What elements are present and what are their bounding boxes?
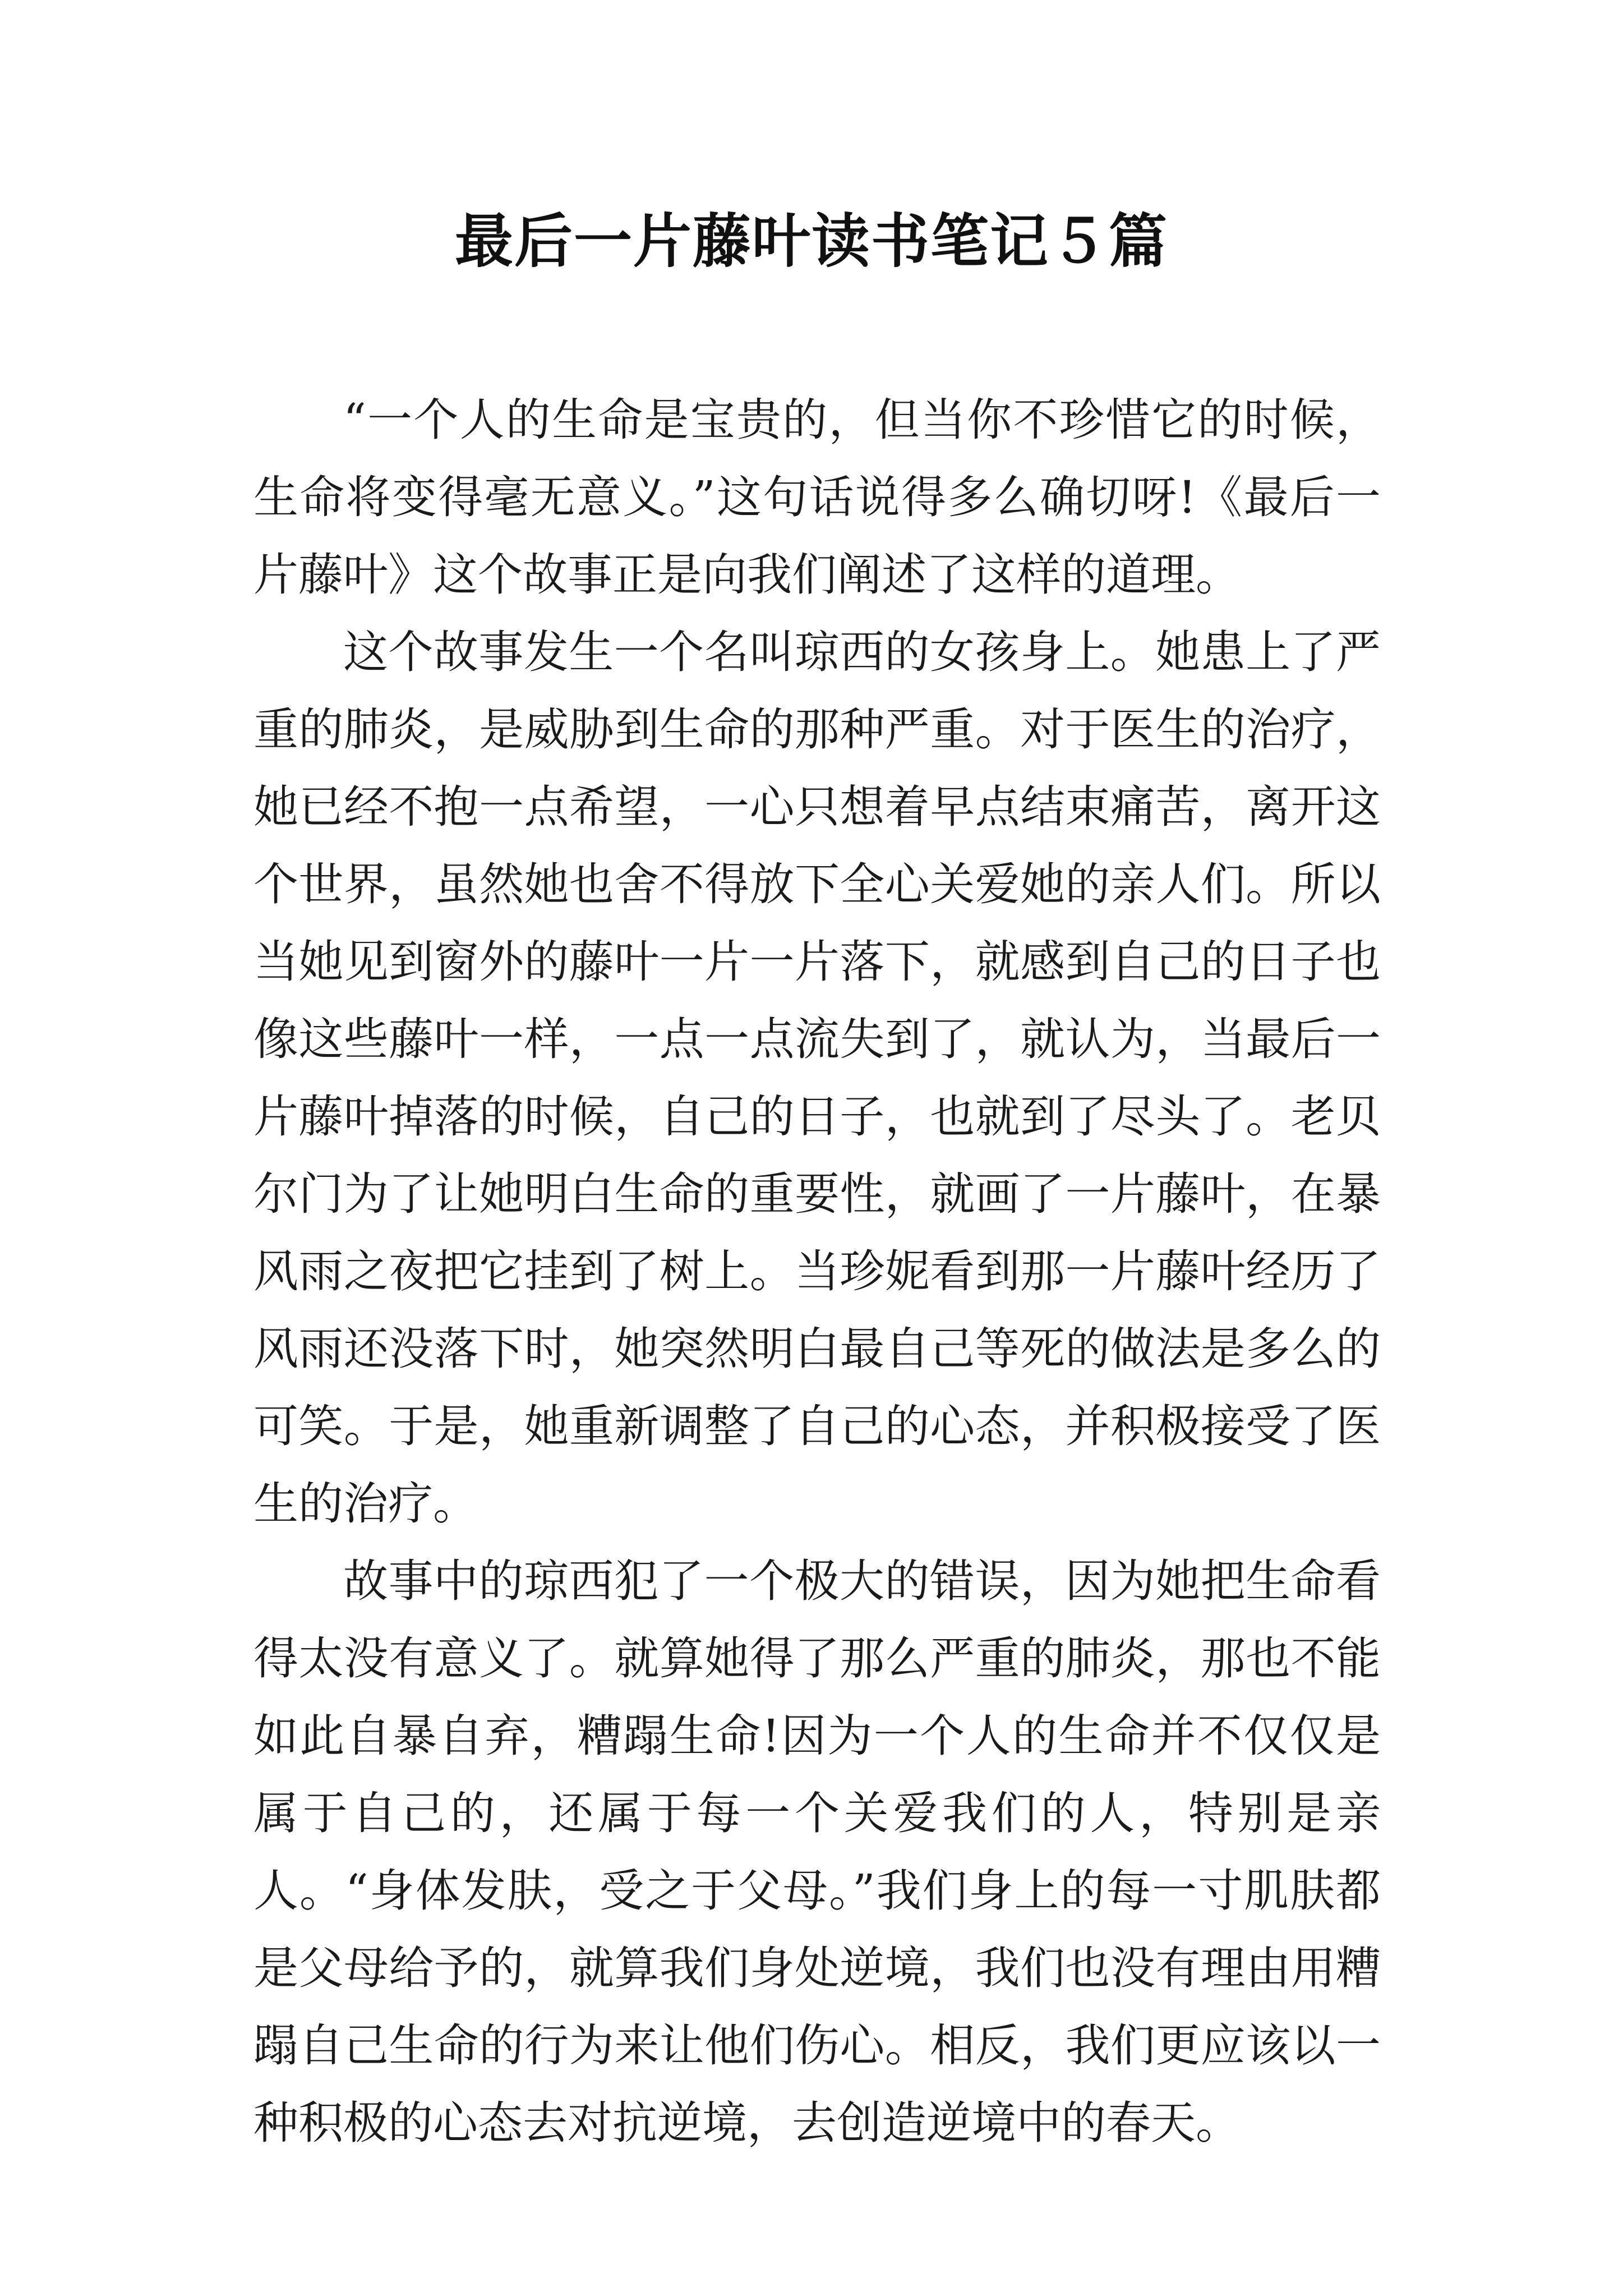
paragraph-2: 这个故事发生一个名叫琼西的女孩身上。她患上了严重的肺炎，是威胁到生命的那种严重。对于医生的治疗，她已经不抱一点希望，一心只想着早点结束痛苦，离开这个世界，虽然她也舍不得放下全心关爱她的亲人们。所以当她见到窗外的藤叶一片一片落下，就感到自己的日子也像这些藤叶一样，一点一点流失到了，就认为，当最后一片藤叶掉落的时候，自己的日子，也就到了尽头了。老贝尔门为了让她明白生命的重要性，就画了一片藤叶，在暴风雨之夜把它挂到了树上。当珍妮看到那一片藤叶经历了风雨还没落下时，她突然明白最自己等死的做法是多么的可笑。于是，她重新调整了自己的心态，并积极接受了医生的治疗。 [253, 626, 1381, 1530]
paragraph-1: “一个人的生命是宝贵的，但当你不珍惜它的时候，生命将变得毫无意义。”这句话说得多么确切呀!《最后一片藤叶》这个故事正是向我们阐述了这样的道理。 [253, 394, 1381, 601]
document-body [253, 381, 1381, 2162]
paragraph-3: 故事中的琼西犯了一个极大的错误，因为她把生命看得太没有意义了。就算她得了那么严重的肺炎，那也不能如此自暴自弃，糟蹋生命!因为一个人的生命并不仅仅是属于自己的，还属于每一个关爱我们的人，特别是亲人。“身体发肤，受之于父母。”我们身上的每一寸肌肤都是父母给予的，就算我们身处逆境，我们也没有理由用糟蹋自己生命的行为来让他们伤心。相反，我们更应该以一种积极的心态去对抗逆境，去创造逆境中的春天。 [253, 1555, 1381, 2149]
document-title: 最后一片藤叶读书笔记５篇 [454, 206, 1168, 275]
